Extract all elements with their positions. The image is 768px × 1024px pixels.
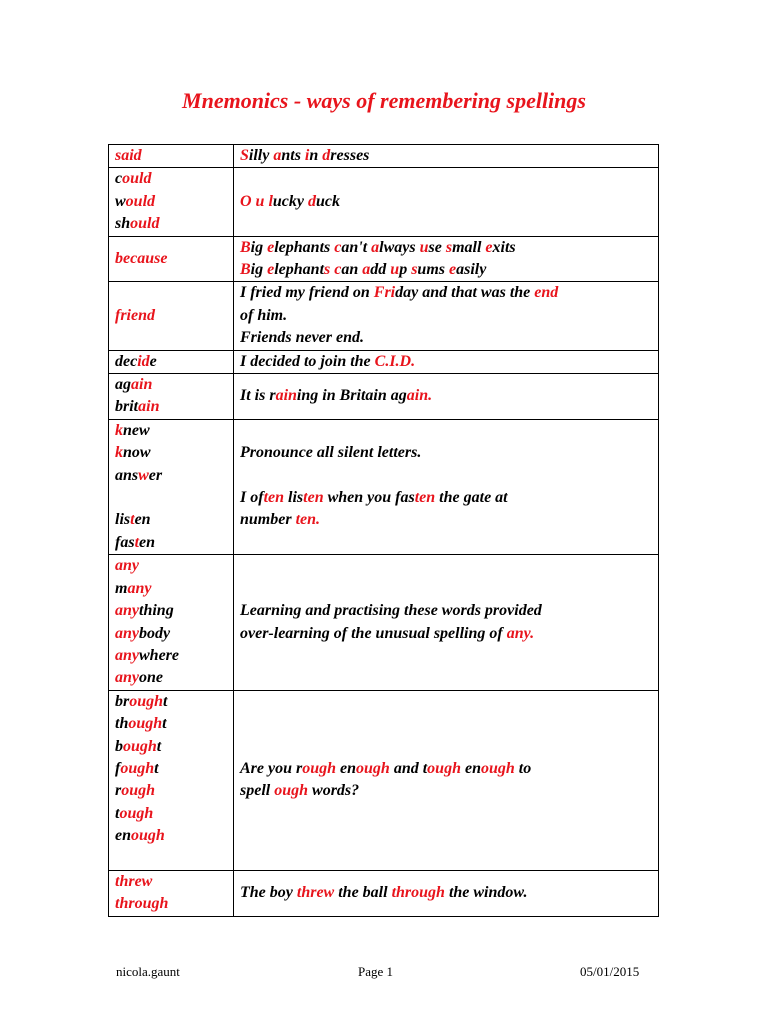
highlighted-letters: a xyxy=(371,238,380,256)
page-title: Mnemonics - ways of remembering spellings xyxy=(182,88,586,113)
footer-date: 05/01/2015 xyxy=(580,964,640,979)
highlighted-letters: ough xyxy=(480,759,515,777)
highlighted-letters: ain xyxy=(131,376,153,394)
plain-text: Learning and practising these words provided xyxy=(240,602,542,620)
word-line xyxy=(115,600,227,622)
mnemonic-cell xyxy=(234,282,659,350)
highlighted-letters: c xyxy=(334,261,342,279)
highlighted-letters: ough xyxy=(121,782,156,800)
highlighted-letters: k xyxy=(115,421,123,439)
highlighted-letters: t xyxy=(130,511,135,529)
blank-line xyxy=(115,487,227,509)
highlighted-letters: ten. xyxy=(295,511,321,529)
table-row xyxy=(109,555,659,690)
plain-text: f xyxy=(115,759,121,777)
word-line xyxy=(115,736,227,758)
table-row xyxy=(109,690,659,870)
mnemonics-table-body xyxy=(109,145,659,917)
plain-text: ig xyxy=(250,261,268,279)
highlighted-letters: s xyxy=(324,261,331,279)
highlighted-letters: ough xyxy=(274,782,309,800)
highlighted-letters: i xyxy=(304,147,310,164)
word-line xyxy=(115,168,227,190)
plain-text: t xyxy=(156,737,162,755)
table-row xyxy=(109,419,659,554)
plain-text: body xyxy=(139,624,171,642)
mnemonic-line xyxy=(240,487,652,509)
word-line xyxy=(115,191,227,213)
word-line xyxy=(115,893,227,915)
word-line xyxy=(115,645,227,667)
mnemonic-line xyxy=(240,191,652,213)
highlighted-letters: O u l xyxy=(240,192,273,210)
highlighted-letters: e xyxy=(449,261,457,279)
plain-text: r xyxy=(115,782,122,800)
mnemonic-line xyxy=(240,351,652,373)
highlighted-letters: c xyxy=(334,238,342,256)
mnemonic-cell xyxy=(234,555,659,690)
plain-text: lephants xyxy=(274,238,335,256)
highlighted-letters: any. xyxy=(506,624,535,642)
highlighted-letters: friend xyxy=(115,306,155,324)
plain-text: illy xyxy=(248,147,274,164)
highlighted-letters: a xyxy=(273,147,282,164)
word-line xyxy=(115,825,227,847)
mnemonic-cell xyxy=(234,236,659,282)
plain-text: ig xyxy=(250,238,268,256)
highlighted-letters: ten xyxy=(263,489,285,507)
word-cell xyxy=(109,870,234,916)
mnemonics-table xyxy=(108,144,659,917)
mnemonic-cell xyxy=(234,350,659,373)
plain-text: Friends never end. xyxy=(240,329,364,347)
plain-text: en xyxy=(460,759,481,777)
plain-text: lways xyxy=(379,238,420,256)
plain-text: mall xyxy=(452,238,486,256)
highlighted-letters: ten xyxy=(303,489,324,507)
plain-text: t xyxy=(162,715,167,733)
word-line xyxy=(115,248,227,270)
word-line xyxy=(115,803,227,825)
highlighted-letters: said xyxy=(115,147,142,164)
highlighted-letters: ough xyxy=(131,827,165,845)
plain-text: se xyxy=(428,238,446,256)
highlighted-letters: t xyxy=(134,533,140,551)
highlighted-letters: any xyxy=(115,557,139,575)
plain-text: c xyxy=(115,170,123,188)
word-line xyxy=(115,555,227,577)
plain-text: n xyxy=(309,147,323,164)
plain-text: lephant xyxy=(274,261,325,279)
table-row xyxy=(109,870,659,916)
mnemonic-line xyxy=(240,305,652,327)
plain-text: en xyxy=(115,827,131,845)
word-line xyxy=(115,509,227,531)
plain-text: ag xyxy=(115,376,131,394)
word-line xyxy=(115,758,227,780)
word-line xyxy=(115,465,227,487)
plain-text: I fried my friend on xyxy=(240,284,374,302)
plain-text: m xyxy=(115,579,128,597)
highlighted-letters: ough xyxy=(120,759,155,777)
mnemonic-line xyxy=(240,758,652,780)
plain-text: dec xyxy=(115,352,138,370)
footer-author: nicola.gaunt xyxy=(116,964,180,979)
highlighted-letters: e xyxy=(485,238,493,256)
highlighted-letters: ain xyxy=(138,398,160,416)
plain-text: brit xyxy=(115,398,139,416)
word-line xyxy=(115,667,227,689)
mnemonic-cell xyxy=(234,168,659,236)
highlighted-letters: d xyxy=(308,192,317,210)
plain-text: of him. xyxy=(240,306,288,324)
highlighted-letters: s xyxy=(445,238,453,256)
plain-text: over-learning of the unusual spelling of xyxy=(240,624,507,642)
plain-text: sh xyxy=(115,215,131,233)
highlighted-letters: any xyxy=(115,602,139,620)
plain-text: ans xyxy=(115,466,139,484)
word-cell xyxy=(109,350,234,373)
highlighted-letters: threw xyxy=(115,873,153,891)
plain-text: where xyxy=(139,646,179,664)
word-line xyxy=(115,780,227,802)
highlighted-letters: d xyxy=(322,147,331,164)
plain-text: asily xyxy=(456,261,487,279)
plain-text: lis xyxy=(284,489,304,507)
plain-text: t xyxy=(154,759,159,777)
blank-line xyxy=(240,465,652,487)
highlighted-letters: u xyxy=(419,238,429,256)
highlighted-letters: end xyxy=(534,284,559,302)
plain-text: uck xyxy=(316,192,341,210)
plain-text: w xyxy=(115,192,126,210)
highlighted-letters: ould xyxy=(125,192,156,210)
highlighted-letters: ough xyxy=(123,737,157,755)
plain-text: fas xyxy=(115,533,135,551)
word-line xyxy=(115,442,227,464)
plain-text: The boy xyxy=(240,884,297,902)
mnemonic-line xyxy=(240,442,652,464)
word-cell xyxy=(109,690,234,870)
highlighted-letters: S xyxy=(240,147,249,164)
word-line xyxy=(115,713,227,735)
highlighted-letters: ten xyxy=(414,489,436,507)
blank-line xyxy=(115,848,227,870)
plain-text: words? xyxy=(308,782,360,800)
table-row xyxy=(109,350,659,373)
word-line xyxy=(115,213,227,235)
word-line xyxy=(115,871,227,893)
highlighted-letters: ough xyxy=(302,759,337,777)
mnemonic-line xyxy=(240,780,652,802)
plain-text: Are you r xyxy=(240,759,303,777)
mnemonic-cell xyxy=(234,145,659,168)
highlighted-letters: id xyxy=(137,352,150,370)
highlighted-letters: B xyxy=(240,261,251,279)
word-cell xyxy=(109,419,234,554)
highlighted-letters: ould xyxy=(130,215,160,233)
mnemonic-line xyxy=(240,509,652,531)
word-line xyxy=(115,420,227,442)
highlighted-letters: ough xyxy=(427,759,461,777)
plain-text: lis xyxy=(115,511,131,529)
mnemonic-line xyxy=(240,282,652,304)
table-row xyxy=(109,236,659,282)
word-cell xyxy=(109,236,234,282)
mnemonic-line xyxy=(240,145,652,167)
plain-text: I decided to join the xyxy=(240,352,375,370)
word-line xyxy=(115,351,227,373)
word-line xyxy=(115,532,227,554)
plain-text: the window. xyxy=(444,884,528,902)
highlighted-letters: any xyxy=(115,646,139,664)
plain-text: when you fas xyxy=(323,489,415,507)
mnemonic-cell xyxy=(234,374,659,420)
plain-text: dd xyxy=(370,261,391,279)
mnemonic-line xyxy=(240,237,652,259)
mnemonic-line xyxy=(240,882,652,904)
highlighted-letters: through xyxy=(115,895,169,913)
highlighted-letters: any xyxy=(127,579,152,597)
mnemonic-line xyxy=(240,259,652,281)
plain-text: e xyxy=(149,352,157,370)
plain-text: now xyxy=(123,444,151,462)
plain-text: Pronounce all silent letters. xyxy=(240,444,422,462)
plain-text: en xyxy=(139,533,156,551)
footer-page-number: Page 1 xyxy=(358,964,394,979)
word-line xyxy=(115,305,227,327)
mnemonic-line xyxy=(240,327,652,349)
highlighted-letters: ough xyxy=(129,692,164,710)
plain-text: new xyxy=(123,421,150,439)
highlighted-letters: s xyxy=(411,261,418,279)
highlighted-letters: k xyxy=(115,444,123,462)
word-cell xyxy=(109,374,234,420)
plain-text: an't xyxy=(341,238,372,256)
plain-text: resses xyxy=(330,147,370,164)
mnemonic-cell xyxy=(234,690,659,870)
word-line xyxy=(115,374,227,396)
highlighted-letters: ain xyxy=(275,387,297,405)
plain-text: thing xyxy=(139,602,174,620)
plain-text: en xyxy=(134,511,151,529)
word-line xyxy=(115,691,227,713)
mnemonic-cell xyxy=(234,419,659,554)
plain-text: b xyxy=(115,737,123,755)
highlighted-letters: e xyxy=(267,238,275,256)
highlighted-letters: threw xyxy=(296,884,335,902)
highlighted-letters: any xyxy=(115,669,139,687)
highlighted-letters: w xyxy=(138,466,149,484)
highlighted-letters: a xyxy=(362,261,371,279)
highlighted-letters: because xyxy=(115,249,168,267)
word-line xyxy=(115,623,227,645)
word-cell xyxy=(109,168,234,236)
plain-text: br xyxy=(115,692,130,710)
plain-text: er xyxy=(148,466,163,484)
plain-text: and t xyxy=(389,759,428,777)
plain-text: ums xyxy=(417,261,449,279)
highlighted-letters: through xyxy=(391,884,445,902)
highlighted-letters: ough xyxy=(356,759,390,777)
plain-text: spell xyxy=(240,782,275,800)
mnemonic-line xyxy=(240,600,652,622)
mnemonic-line xyxy=(240,623,652,645)
table-row xyxy=(109,374,659,420)
word-cell xyxy=(109,145,234,168)
highlighted-letters: u xyxy=(390,261,400,279)
plain-text: the gate at xyxy=(435,489,508,507)
plain-text: xits xyxy=(492,238,516,256)
plain-text: en xyxy=(336,759,357,777)
plain-text: I of xyxy=(240,489,264,507)
highlighted-letters: ough xyxy=(128,715,163,733)
plain-text: p xyxy=(399,261,412,279)
plain-text: to xyxy=(514,759,532,777)
highlighted-letters: ough xyxy=(119,804,154,822)
plain-text: the ball xyxy=(334,884,392,902)
word-line xyxy=(115,578,227,600)
plain-text: number xyxy=(240,511,296,529)
mnemonic-cell xyxy=(234,870,659,916)
plain-text: nts xyxy=(281,147,305,164)
table-row xyxy=(109,145,659,168)
highlighted-letters: e xyxy=(267,261,275,279)
word-cell xyxy=(109,555,234,690)
mnemonic-line xyxy=(240,385,652,407)
highlighted-letters: C.I.D. xyxy=(374,352,416,370)
word-line xyxy=(115,145,227,167)
table-row xyxy=(109,168,659,236)
word-cell xyxy=(109,282,234,350)
plain-text: t xyxy=(115,804,120,822)
plain-text: It is r xyxy=(240,387,276,405)
highlighted-letters: any xyxy=(115,624,139,642)
highlighted-letters: B xyxy=(240,238,251,256)
table-row xyxy=(109,282,659,350)
highlighted-letters: ain. xyxy=(406,387,433,405)
word-line xyxy=(115,396,227,418)
plain-text: an xyxy=(341,261,363,279)
plain-text: one xyxy=(139,669,163,687)
highlighted-letters: Fri xyxy=(373,284,396,302)
plain-text: th xyxy=(115,715,129,733)
plain-text: t xyxy=(163,692,168,710)
plain-text: day and that was the xyxy=(395,284,535,302)
plain-text: ing in Britain ag xyxy=(296,387,407,405)
highlighted-letters: ould xyxy=(122,170,152,188)
plain-text: ucky xyxy=(272,192,309,210)
